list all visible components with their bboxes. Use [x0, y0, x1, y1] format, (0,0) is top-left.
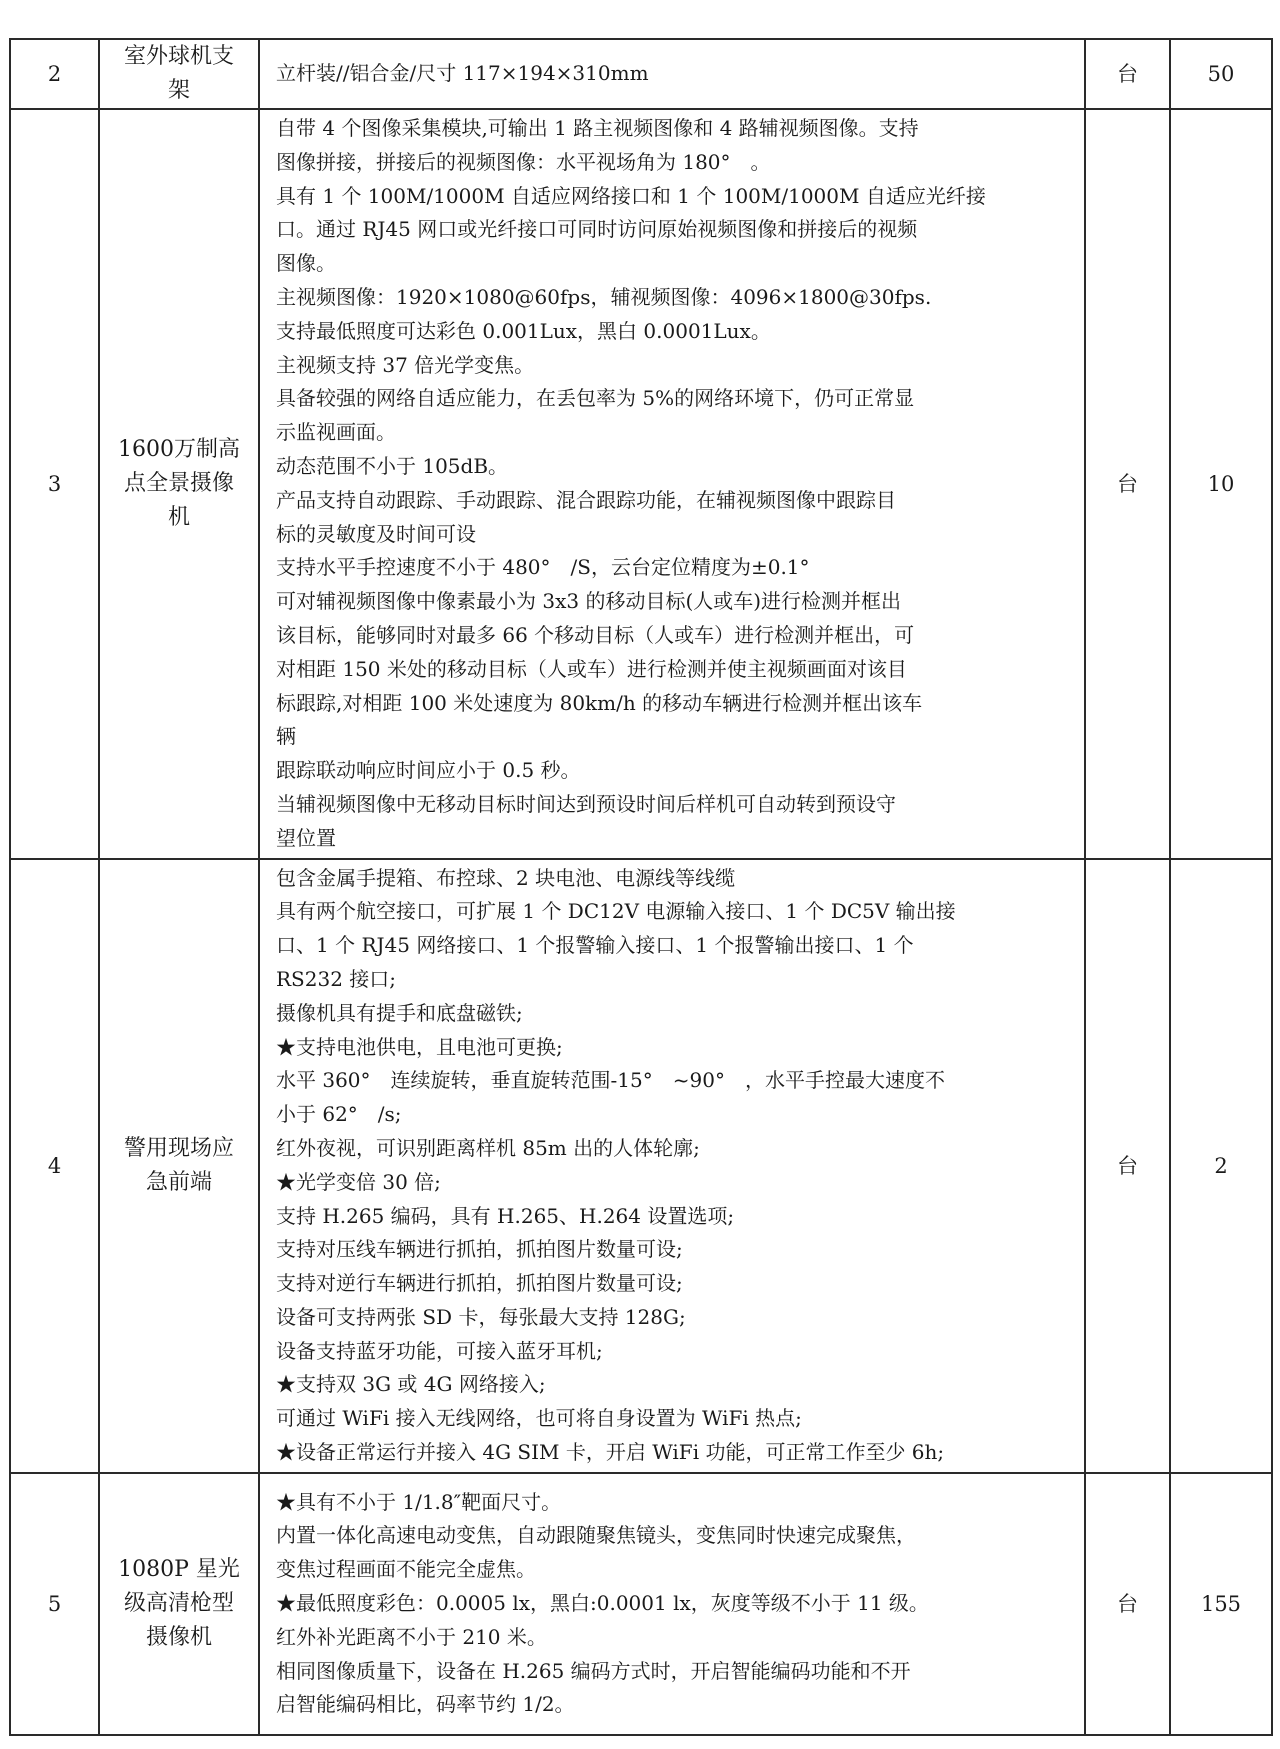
spec-param-line: 口。通过 RJ45 网口或光纤接口可同时访问原始视频图像和拼接后的视频	[276, 217, 918, 242]
equipment-name-line: 1600万制高	[118, 436, 240, 462]
spec-param-line: 该目标，能够同时对最多 66 个移动目标（人或车）进行检测并框出，可	[276, 622, 915, 647]
spec-param-line: 辆	[276, 724, 296, 749]
equipment-name-line: 急前端	[145, 1169, 212, 1195]
spec-param-line: 启智能编码相比，码率节约 1/2。	[276, 1692, 575, 1717]
equipment-name-line: 点全景摄像	[123, 470, 234, 496]
table-row	[10, 39, 1272, 109]
spec-param-line: 包含金属手提箱、布控球、2 块电池、电源线等线缆	[276, 865, 736, 890]
spec-param-line: 具有 1 个 100M/1000M 自适应网络接口和 1 个 100M/1000M 自适应光纤接	[276, 183, 986, 208]
spec-params-cell	[259, 109, 1085, 859]
equipment-name-cell	[99, 859, 259, 1473]
spec-param-line: 具备较强的网络自适应能力，在丢包率为 5%的网络环境下，仍可正常显	[276, 386, 915, 411]
spec-param-line: 具有两个航空接口，可扩展 1 个 DC12V 电源输入接口、1 个 DC5V 输出接	[276, 899, 956, 924]
spec-param-line: 当辅视频图像中无移动目标时间达到预设时间后样机可自动转到预设守	[276, 791, 896, 816]
spec-table-body	[10, 39, 1272, 1735]
spec-param-line: 支持水平手控速度不小于 480° /S，云台定位精度为±0.1°	[276, 555, 810, 580]
spec-param-line: 红外补光距离不小于 210 米。	[276, 1624, 547, 1649]
spec-param-line: 可对辅视频图像中像素最小为 3x3 的移动目标(人或车)进行检测并框出	[276, 589, 902, 614]
equipment-name-cell	[99, 39, 259, 109]
spec-param-line: 相同图像质量下，设备在 H.265 编码方式时，开启智能编码功能和不开	[276, 1658, 911, 1683]
unit-cell: 台	[1085, 39, 1170, 109]
row-number-cell: 2	[10, 39, 99, 109]
table-row	[10, 109, 1272, 859]
quantity-cell: 50	[1170, 39, 1272, 109]
spec-param-line: 设备支持蓝牙功能，可接入蓝牙耳机;	[276, 1338, 603, 1363]
equipment-name-line: 架	[167, 78, 190, 103]
spec-param-line: ★支持双 3G 或 4G 网络接入;	[276, 1372, 546, 1397]
spec-param-line: 自带 4 个图像采集模块,可输出 1 路主视频图像和 4 路辅视频图像。支持	[276, 116, 919, 140]
equipment-name-cell	[99, 1473, 259, 1735]
document-page	[9, 38, 1271, 1736]
spec-param-line: 对相距 150 米处的移动目标（人或车）进行检测并使主视频画面对该目	[276, 656, 907, 681]
spec-param-line: 主视频图像：1920×1080@60fps，辅视频图像：4096×1800@30fps.	[276, 284, 932, 309]
spec-params-cell	[259, 1473, 1085, 1735]
spec-param-line: ★支持电池供电，且电池可更换;	[276, 1034, 563, 1059]
spec-param-line: 支持最低照度可达彩色 0.001Lux，黑白 0.0001Lux。	[276, 318, 771, 343]
spec-param-line: 标的灵敏度及时间可设	[276, 521, 476, 546]
equipment-name-cell	[99, 109, 259, 859]
spec-param-line: 小于 62° /s;	[276, 1102, 402, 1127]
spec-param-line: 红外夜视，可识别距离样机 85m 出的人体轮廓;	[276, 1135, 700, 1160]
quantity-cell: 2	[1170, 859, 1272, 1473]
quantity-cell: 10	[1170, 109, 1272, 859]
table-row	[10, 1473, 1272, 1735]
spec-param-line: 产品支持自动跟踪、手动跟踪、混合跟踪功能，在辅视频图像中跟踪目	[276, 487, 896, 512]
spec-param-line: 支持对压线车辆进行抓拍，抓拍图片数量可设;	[276, 1237, 683, 1262]
equipment-name-line: 1080P 星光	[118, 1556, 240, 1582]
spec-params-cell	[259, 39, 1085, 109]
spec-param-line: 摄像机具有提手和底盘磁铁;	[276, 1000, 523, 1025]
spec-param-line: 变焦过程画面不能完全虚焦。	[276, 1557, 536, 1582]
spec-param-line: ★光学变倍 30 倍;	[276, 1169, 441, 1194]
unit-cell: 台	[1085, 109, 1170, 859]
equipment-name-line: 室外球机支	[123, 44, 234, 69]
spec-param-line: 立杆装//铝合金/尺寸 117×194×310mm	[276, 61, 649, 86]
spec-param-line: ★最低照度彩色：0.0005 lx，黑白:0.0001 lx，灰度等级不小于 11 级。	[276, 1590, 929, 1615]
spec-param-line: 动态范围不小于 105dB。	[276, 453, 509, 478]
spec-param-line: 口、1 个 RJ45 网络接口、1 个报警输入接口、1 个报警输出接口、1 个	[276, 933, 914, 958]
spec-param-line: 图像。	[276, 251, 336, 276]
unit-cell: 台	[1085, 1473, 1170, 1735]
spec-param-line: RS232 接口;	[276, 966, 397, 991]
spec-param-line: 设备可支持两张 SD 卡，每张最大支持 128G;	[276, 1304, 686, 1329]
spec-params-cell	[259, 859, 1085, 1473]
spec-param-line: ★设备正常运行并接入 4G SIM 卡，开启 WiFi 功能，可正常工作至少 6h;	[276, 1440, 945, 1465]
unit-cell: 台	[1085, 859, 1170, 1473]
equipment-spec-table	[9, 38, 1273, 1736]
spec-param-line: 支持对逆行车辆进行抓拍，抓拍图片数量可设;	[276, 1271, 683, 1296]
spec-param-line: 可通过 WiFi 接入无线网络，也可将自身设置为 WiFi 热点;	[276, 1406, 802, 1431]
row-number-cell: 5	[10, 1473, 99, 1735]
spec-param-line: 示监视画面。	[276, 420, 396, 445]
spec-param-line: 内置一体化高速电动变焦，自动跟随聚焦镜头，变焦同时快速完成聚焦，	[276, 1523, 916, 1548]
equipment-name-line: 级高清枪型	[123, 1590, 234, 1616]
equipment-name-line: 警用现场应	[123, 1135, 234, 1161]
spec-param-line: 图像拼接，拼接后的视频图像：水平视场角为 180° 。	[276, 149, 771, 174]
spec-param-line: 跟踪联动响应时间应小于 0.5 秒。	[276, 758, 581, 783]
spec-param-line: 主视频支持 37 倍光学变焦。	[276, 352, 535, 377]
spec-param-line: 支持 H.265 编码，具有 H.265、H.264 设置选项;	[276, 1203, 735, 1228]
spec-param-line: 水平 360° 连续旋转，垂直旋转范围-15° ~90° ，水平手控最大速度不	[276, 1068, 945, 1093]
quantity-cell: 155	[1170, 1473, 1272, 1735]
row-number-cell: 4	[10, 859, 99, 1473]
table-row	[10, 859, 1272, 1473]
spec-param-line: ★具有不小于 1/1.8″靶面尺寸。	[276, 1489, 562, 1514]
row-number-cell: 3	[10, 109, 99, 859]
equipment-name-line: 机	[167, 504, 190, 530]
spec-param-line: 标跟踪,对相距 100 米处速度为 80km/h 的移动车辆进行检测并框出该车	[276, 690, 923, 715]
equipment-name-line: 摄像机	[145, 1624, 212, 1650]
spec-param-line: 望位置	[276, 825, 336, 850]
